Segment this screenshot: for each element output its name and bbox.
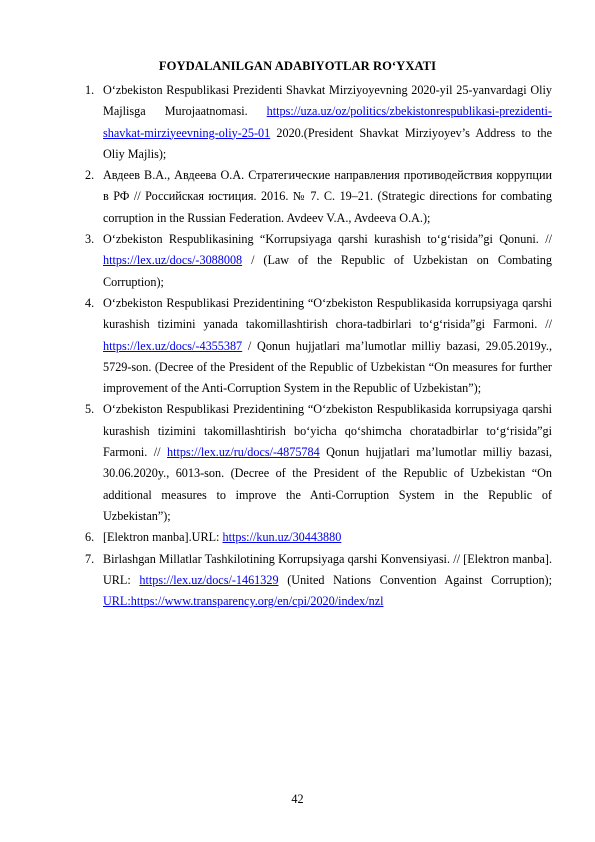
reference-item-3: [85, 229, 552, 293]
reference-text: O‘zbekiston Respublikasi Prezidentining “O‘zbekiston Respublikasida korrupsiyaga qarshi kurashish tizimini takomillashtirish bo‘yicha qo‘shimcha choratadbirlar to‘g‘risida”gi Farmoni. //: [103, 402, 552, 460]
reference-item-1: [85, 80, 552, 165]
page-title: FOYDALANILGAN ADABIYOTLAR RO‘YXATI: [158, 59, 437, 73]
reference-text: O‘zbekiston Respublikasi Prezidentining “O‘zbekiston Respublikasida korrupsiyaga qarshi kurashish tizimini yanada takomillashtirish chora-tadbirlari to‘g‘risida”gi Farmoni. //: [103, 295, 552, 332]
reference-text-after: / (Law of the Republic of Uzbekistan on Combating Corruption);: [103, 253, 552, 289]
reference-number: 2.: [85, 168, 95, 183]
reference-link[interactable]: https://lex.uz/docs/-4355387: [103, 338, 243, 353]
reference-item-4: [85, 293, 552, 399]
reference-text-after: (United Nations Convention Against Corruption);: [278, 572, 553, 587]
reference-text-after: 2020.(President Shavkat Mirziyoyev’s Address to the Oliy Majlis);: [103, 125, 552, 161]
reference-number: 4.: [85, 295, 95, 310]
reference-number: 1.: [85, 83, 95, 97]
reference-number: 3.: [85, 232, 95, 247]
reference-text-after: / Qonun hujjatlari ma’lumotlar milliy bazasi, 29.05.2019y., 5729-son. (Decree of the President of the Republic of Uzbekistan “On measures for further improvement of the Anti-Corruption System in the Republic of Uzbekistan”);: [103, 338, 552, 396]
reference-text: Birlashgan Millatlar Tashkilotining Korrupsiyaga qarshi Konvensiyasi. // [Elektron manba]. URL:: [103, 551, 552, 587]
reference-link-secondary[interactable]: URL:https://www.transparency.org/en/cpi/2020/index/nzl: [103, 594, 384, 609]
reference-item-5: [85, 399, 552, 527]
reference-link[interactable]: https://lex.uz/ru/docs/-4875784: [167, 445, 320, 460]
reference-link[interactable]: https://lex.uz/docs/-3088008: [103, 253, 243, 268]
reference-link[interactable]: https://uza.uz/oz/politics/zbekistonrespublikasi-prezidenti-shavkat-mirziyeevning-oliy-25-01: [103, 104, 552, 140]
reference-text-after: Qonun hujjatlari ma’lumotlar milliy bazasi, 30.06.2020y., 6013-son. (Decree of the President of the Republic of Uzbekistan “On additional measures to improve the Anti-Corruption System in the Republic of Uzbekistan”);: [103, 445, 552, 523]
reference-item-6: [85, 527, 552, 548]
reference-number: 7.: [85, 551, 95, 566]
reference-number: 5.: [85, 402, 95, 417]
reference-text: Авдеев В.А., Авдеева О.А. Стратегические направления противодействия коррупции в РФ // Российская юстиция. 2016. № 7. С. 19–21. (Strategic directions for combating corruption in the Russian Federation. Avdeev V.A., Avdeeva O.A.);: [103, 168, 552, 225]
reference-text: [Elektron manba].URL:: [103, 530, 223, 545]
reference-item-7: [85, 549, 552, 613]
page-number: 42: [291, 792, 304, 806]
reference-link[interactable]: https://lex.uz/docs/-1461329: [139, 572, 279, 587]
reference-link[interactable]: https://kun.uz/30443880: [222, 530, 342, 545]
reference-text: O‘zbekiston Respublikasi Prezidenti Shavkat Mirziyoyevning 2020-yil 25-yanvardagi Oliy Majlisga Murojaatnomasi.: [103, 83, 552, 119]
reference-text: O‘zbekiston Respublikasining “Korrupsiyaga qarshi kurashish to‘g‘risida”gi Qonuni. //: [103, 232, 552, 247]
reference-list: [85, 80, 552, 612]
reference-item-2: [85, 165, 552, 229]
reference-number: 6.: [85, 530, 95, 545]
